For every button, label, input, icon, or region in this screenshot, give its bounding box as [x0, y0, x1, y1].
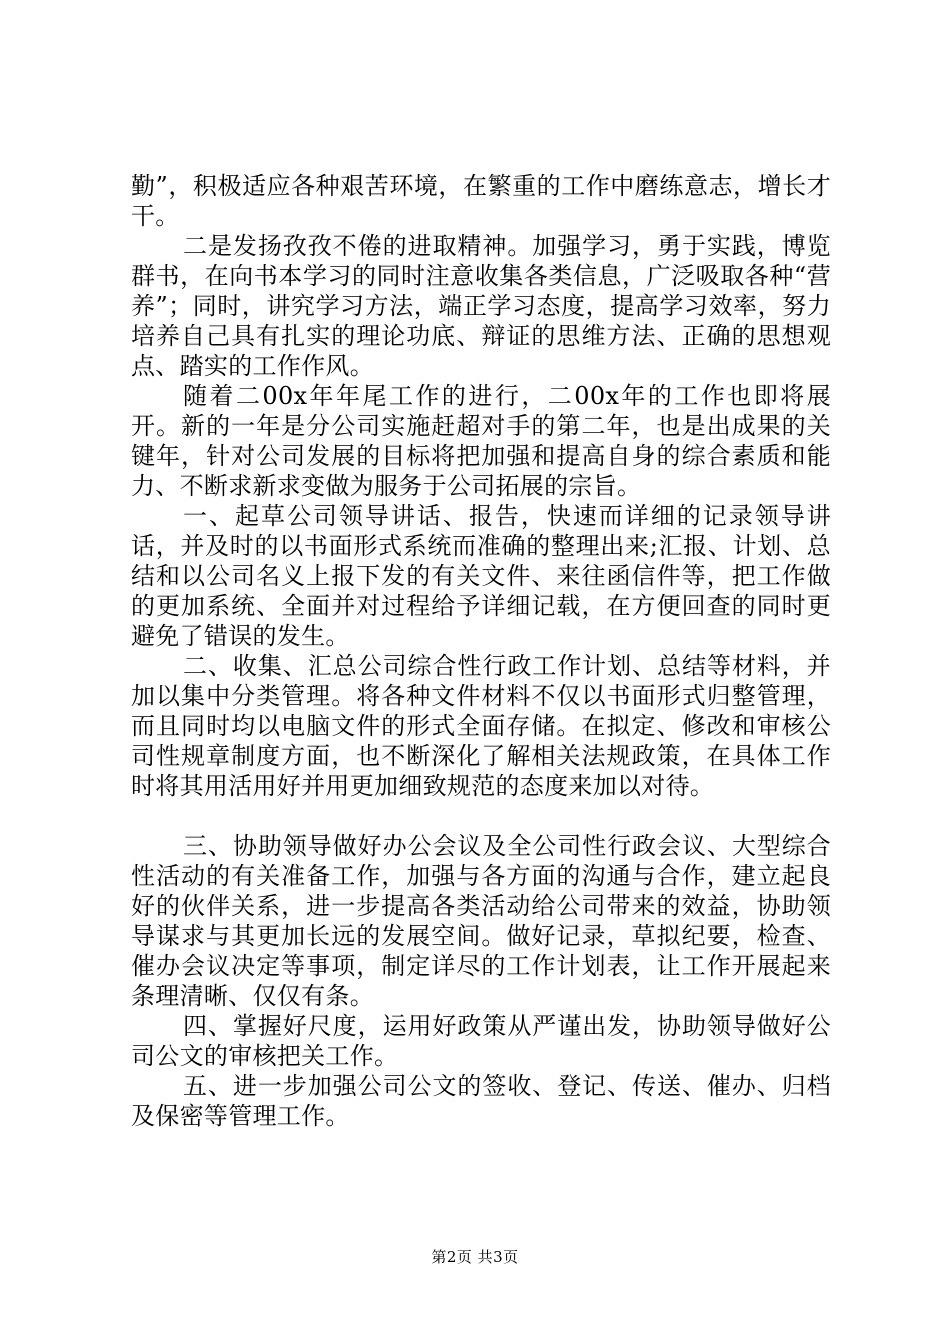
paragraph-5: 二、收集、汇总公司综合性行政工作计划、总结等材料，并加以集中分类管理。将各种文件材料不仅以书面形式归整管理，而且同时均以电脑文件的形式全面存储。在拟定、修改和审核公司性规章制度方面，也不断深化了解相关法规政策，在具体工作时将其用活用好并用更加细致规范的态度来加以对待。 [131, 652, 831, 800]
paragraph-4: 一、起草公司领导讲话、报告，快速而详细的记录领导讲话，并及时的以书面形式系统而准确的整理出来;汇报、计划、总结和以公司名义上报下发的有关文件、来往函信件等，把工作做的更加系统、全面并对过程给予详细记载，在方便回查的同时更避免了错误的发生。 [131, 502, 831, 650]
paragraph-2: 二是发扬孜孜不倦的进取精神。加强学习，勇于实践，博览群书，在向书本学习的同时注意收集各类信息，广泛吸取各种“营养”；同时，讲究学习方法，端正学习态度，提高学习效率，努力培养自己具有扎实的理论功底、辩证的思维方法、正确的思想观点、踏实的工作作风。 [131, 232, 831, 380]
paragraph-3: 随着二00x年年尾工作的进行，二00x年的工作也即将展开。新的一年是分公司实施赶超对手的第二年，也是出成果的关键年，针对公司发展的目标将把加强和提高自身的综合素质和能力、不断求新求变做为服务于公司拓展的宗旨。 [131, 382, 831, 500]
paragraph-8: 五、进一步加强公司公文的签收、登记、传送、催办、归档及保密等管理工作。 [131, 1072, 831, 1130]
paragraph-6: 三、协助领导做好办公会议及全公司性行政会议、大型综合性活动的有关准备工作，加强与各方面的沟通与合作，建立起良好的伙伴关系，进一步提高各类活动给公司带来的效益，协助领导谋求与其更加长远的发展空间。做好记录，草拟纪要，检查、催办会议决定等事项，制定详尽的工作计划表，让工作开展起来条理清晰、仅仅有条。 [131, 832, 831, 1010]
paragraph-1: 勤”，积极适应各种艰苦环境，在繁重的工作中磨练意志，增长才干。 [131, 172, 831, 230]
document-body [131, 171, 831, 1131]
paragraph-7: 四、掌握好尺度，运用好政策从严谨出发，协助领导做好公司公文的审核把关工作。 [131, 1012, 831, 1070]
page-footer: 第2页 共3页 [431, 1248, 519, 1266]
